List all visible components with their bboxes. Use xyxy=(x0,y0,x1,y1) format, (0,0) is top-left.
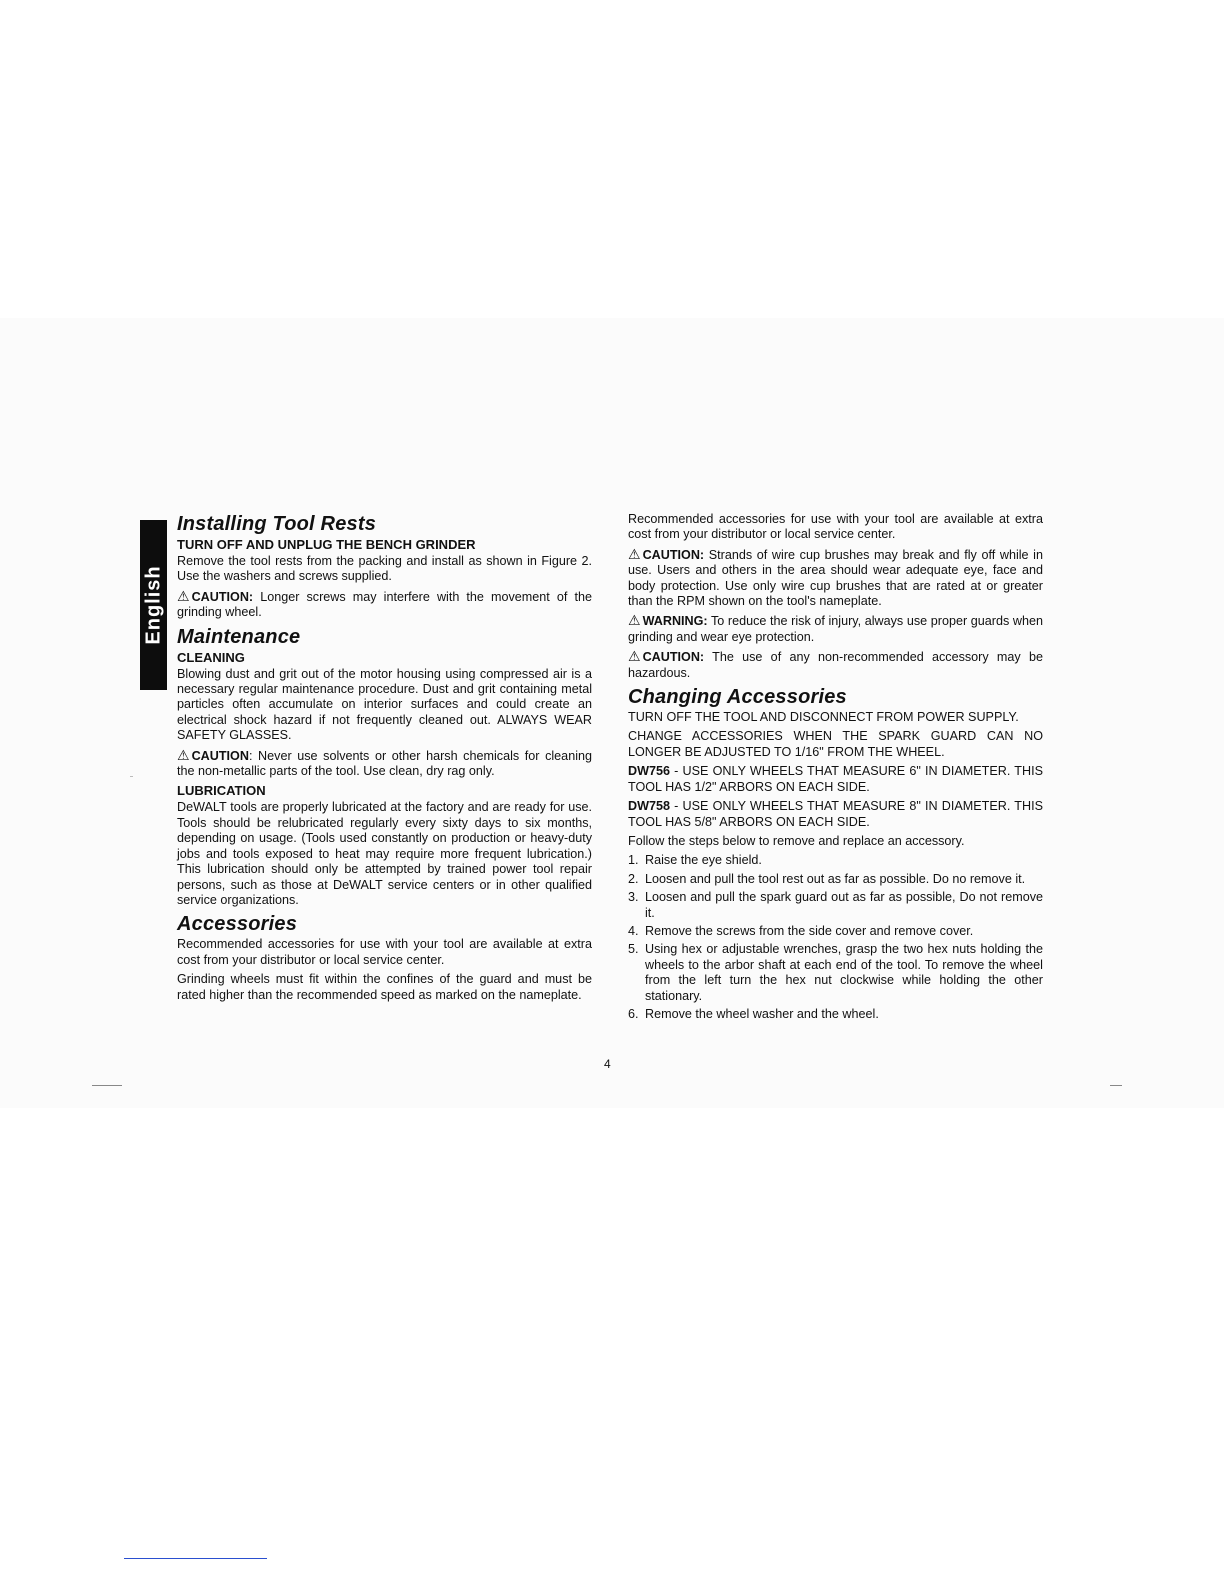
lubrication-text: DeWALT tools are properly lubricated at the factory and are ready for use. Tools should be relubricated regularly every sixty days to six months, depending on usage. (Tools used constantly on production or heavy-duty jobs and tools exposed to heat may require more frequent lubrication.) This lubrication should only be attempted by trained power tool repair persons, such as those at DeWALT service centers or in other qualified service organizations. xyxy=(177,800,592,907)
caution-text: The use of any non-recommended accessory may be hazardous. xyxy=(628,650,1043,680)
caution-label: CAUTION xyxy=(191,748,249,763)
step-number: 5. xyxy=(628,942,639,957)
accessories-intro: Recommended accessories for use with your tool are available at extra cost from your distributor or local service center. xyxy=(628,512,1043,542)
accessories-paragraph-1: Recommended accessories for use with your tool are available at extra cost from your distributor or local service center. xyxy=(177,937,592,967)
language-tab xyxy=(140,520,167,690)
step-number: 3. xyxy=(628,890,639,905)
steps-intro: Follow the steps below to remove and replace an accessory. xyxy=(628,833,965,848)
step-text: Remove the screws from the side cover and remove cover. xyxy=(645,923,974,938)
right-column xyxy=(628,512,1043,1025)
step-number: 6. xyxy=(628,1006,639,1021)
maintenance-section xyxy=(177,625,592,909)
installing-tool-rests-section xyxy=(177,512,592,621)
warning-triangle-icon: ⚠ xyxy=(628,545,641,562)
step-item xyxy=(628,853,1043,868)
dw756-text: - USE ONLY WHEELS THAT MEASURE 6" IN DIAMETER. THIS TOOL HAS 1/2" ARBORS ON EACH SIDE. xyxy=(628,764,1043,794)
cleaning-subheading: CLEANING xyxy=(177,649,245,665)
changing-accessories-heading: Changing Accessories xyxy=(628,686,847,709)
bottom-rule xyxy=(124,1558,267,1559)
accessory-caution xyxy=(628,649,1043,681)
change-when-text: CHANGE ACCESSORIES WHEN THE SPARK GUARD CAN NO LONGER BE ADJUSTED TO 1/16" FROM THE WHEEL. xyxy=(628,729,1043,759)
step-text: Raise the eye shield. xyxy=(645,853,762,868)
accessories-paragraph-2: Grinding wheels must fit within the confines of the guard and must be rated higher than the recommended speed as marked on the nameplate. xyxy=(177,972,592,1002)
caution-label: CAUTION: xyxy=(642,650,705,665)
dw756-spec xyxy=(628,764,1043,795)
step-number: 4. xyxy=(628,923,639,938)
step-text: Loosen and pull the tool rest out as far as possible. Do no remove it. xyxy=(645,871,1026,886)
step-number: 1. xyxy=(628,853,639,868)
caution-text: : Never use solvents or other harsh chemicals for cleaning the non-metallic parts of the tool. Use clean, dry rag only. xyxy=(177,748,592,779)
warning-triangle-icon: ⚠ xyxy=(628,648,641,665)
step-item xyxy=(628,942,1043,1004)
caution-text: Longer screws may interfere with the movement of the grinding wheel. xyxy=(177,589,592,620)
wire-brush-caution xyxy=(628,547,1043,610)
install-instructions: Remove the tool rests from the packing and install as shown in Figure 2. Use the washers and screws supplied. xyxy=(177,554,592,584)
step-text: Loosen and pull the spark guard out as far as possible, Do not remove it. xyxy=(645,890,1043,920)
turn-off-text: TURN OFF THE TOOL AND DISCONNECT FROM POWER SUPPLY. xyxy=(628,710,1019,725)
changing-accessories-section xyxy=(628,685,1043,1022)
step-item xyxy=(628,924,1043,939)
installing-tool-rests-heading: Installing Tool Rests xyxy=(177,513,377,535)
guards-warning xyxy=(628,613,1043,645)
step-item xyxy=(628,872,1043,887)
left-column xyxy=(177,512,592,1007)
dw756-label: DW756 xyxy=(628,764,670,779)
language-tab-label: English xyxy=(142,565,164,645)
install-caution xyxy=(177,589,592,621)
crop-mark-right xyxy=(1110,1085,1122,1086)
warning-text: To reduce the risk of injury, always use proper guards when grinding and wear eye protection. xyxy=(628,614,1043,644)
lubrication-subheading: LUBRICATION xyxy=(177,783,266,799)
warning-triangle-icon: ⚠ xyxy=(177,587,190,604)
warning-triangle-icon: ⚠ xyxy=(177,746,190,763)
crop-mark-left xyxy=(92,1085,122,1086)
warning-triangle-icon: ⚠ xyxy=(628,612,641,629)
dw758-label: DW758 xyxy=(628,799,670,814)
margin-tick xyxy=(130,776,133,777)
caution-label: CAUTION: xyxy=(642,547,705,562)
caution-label: CAUTION: xyxy=(191,589,254,604)
step-number: 2. xyxy=(628,871,639,886)
maintenance-heading: Maintenance xyxy=(177,625,301,648)
page-number: 4 xyxy=(604,1057,611,1071)
accessories-heading: Accessories xyxy=(177,913,298,936)
step-item xyxy=(628,1007,1043,1022)
steps-list xyxy=(628,853,1043,1022)
caution-text: Strands of wire cup brushes may break and fly off while in use. Users and others in the area should wear adequate eye, face and body protection. Use only wire cup brushes that are rated at or greater than the RPM shown on the tool's nameplate. xyxy=(628,547,1043,609)
warning-label: WARNING: xyxy=(642,614,708,629)
cleaning-text: Blowing dust and grit out of the motor housing using compressed air is a necessary regular maintenance procedure. Dust and grit containing metal particles often accumulate on interior surfaces and could create an electrical shock hazard if not frequently cleaned out. ALWAYS WEAR SAFETY GLASSES. xyxy=(177,666,592,743)
step-text: Using hex or adjustable wrenches, grasp the two hex nuts holding the wheels to the arbor shaft at each end of the tool. To remove the wheel from the left turn the hex nut clockwise while holding the other stationary. xyxy=(645,942,1043,1003)
step-text: Remove the wheel washer and the wheel. xyxy=(645,1006,879,1021)
dw758-spec xyxy=(628,799,1043,830)
dw758-text: - USE ONLY WHEELS THAT MEASURE 8" IN DIAMETER. THIS TOOL HAS 5/8" ARBORS ON EACH SIDE. xyxy=(628,799,1043,829)
accessories-section xyxy=(177,912,592,1003)
step-item xyxy=(628,890,1043,921)
cleaning-caution xyxy=(177,748,592,780)
turn-off-unplug-subheading: TURN OFF AND UNPLUG THE BENCH GRINDER xyxy=(177,537,476,552)
